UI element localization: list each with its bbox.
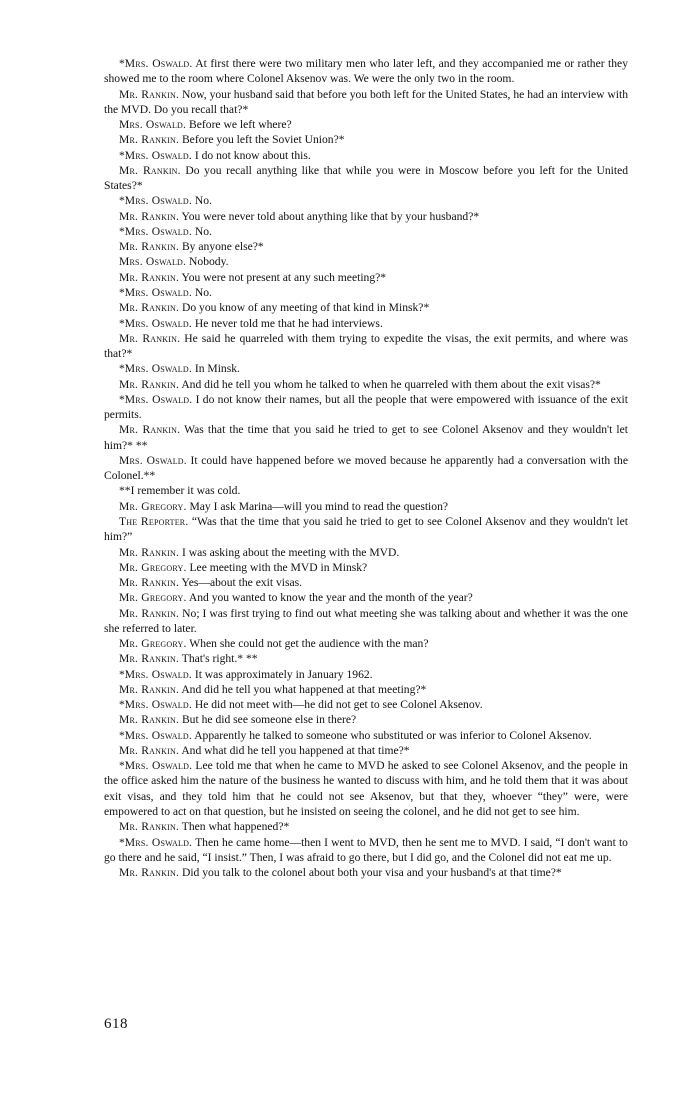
statement-text: Yes—about the exit visas. bbox=[181, 576, 303, 590]
statement-text: No; I was first trying to find out what meeting she was talking about and whether it was the one she referred to later. bbox=[104, 606, 629, 635]
speaker-name: Mr. Rankin. bbox=[119, 606, 180, 620]
statement-text: Do you recall anything like that while you were in Moscow before you left for the United States?* bbox=[104, 163, 629, 193]
statement-text: And did he tell you whom he talked to when he quarreled with them about the exit visas?* bbox=[181, 377, 601, 391]
transcript-paragraph bbox=[104, 422, 628, 453]
speaker-name: Mr. Rankin. bbox=[119, 682, 180, 696]
speaker-name: Mr. Rankin. bbox=[119, 820, 180, 834]
speaker-name: Mr. Rankin. bbox=[119, 713, 180, 727]
statement-text: Do you know of any meeting of that kind in Minsk?* bbox=[181, 301, 430, 315]
speaker-name: Mr. Rankin. bbox=[119, 377, 180, 391]
transcript-page bbox=[104, 56, 628, 880]
statement-text: “Was that the time that you said he tried to get to see Colonel Aksenov and they wouldn't let him?” bbox=[104, 514, 628, 544]
statement-text: No. bbox=[194, 194, 212, 208]
transcript-paragraph bbox=[104, 163, 628, 194]
transcript-paragraph: *Mrs. Oswald. No. bbox=[119, 194, 212, 208]
statement-text: And what did he tell you happened at that time?* bbox=[181, 743, 410, 757]
transcript-paragraph: *Mrs. Oswald. He did not meet with—he did not get to see Colonel Aksenov. bbox=[119, 698, 483, 712]
statement-text: I was asking about the meeting with the MVD. bbox=[181, 545, 400, 559]
transcript-paragraph bbox=[104, 545, 628, 560]
transcript-paragraph bbox=[104, 590, 628, 605]
speaker-name: Mr. Rankin. bbox=[119, 163, 181, 177]
statement-text: When she could not get the audience with the man? bbox=[189, 637, 429, 651]
statement-text: Before we left where? bbox=[189, 118, 292, 132]
statement-text: It could have happened before we moved because he apparently had a conversation with the Colonel.** bbox=[104, 453, 628, 483]
statement-text: Did you talk to the colonel about both your visa and your husband's at that time?* bbox=[181, 866, 562, 880]
speaker-name: Mr. Rankin. bbox=[119, 209, 180, 223]
statement-text: I do not know their names, but all the people that were empowered with issuance of the exit permits. bbox=[104, 392, 628, 422]
transcript-paragraph: *Mrs. Oswald. Lee told me that when he came to MVD he asked to see Colonel Aksenov, and the people in the office asked him the nature of the business he wanted to discuss with him, and he told them that it was about exit visas, and they told him that he could not see Aksenov, but that they, whoever “they” were, were empowered to act on that question, but he insisted on seeing the colonel, and he did not get to see him. bbox=[104, 759, 628, 819]
transcript-paragraph bbox=[104, 682, 628, 697]
statement-text: That's right.* ** bbox=[181, 652, 258, 666]
speaker-name: Mrs. Oswald. bbox=[124, 362, 192, 376]
transcript-paragraph bbox=[104, 865, 628, 880]
speaker-name: Mr. Rankin. bbox=[119, 652, 180, 666]
speaker-name: Mrs. Oswald. bbox=[124, 728, 192, 742]
speaker-name: Mrs. Oswald. bbox=[124, 698, 192, 712]
speaker-name: Mr. Rankin. bbox=[119, 576, 180, 590]
speaker-name: Mrs. Oswald. bbox=[124, 835, 193, 849]
transcript-paragraph: *Mrs. Oswald. In Minsk. bbox=[119, 362, 240, 376]
statement-text: And you wanted to know the year and the month of the year? bbox=[188, 591, 473, 605]
speaker-name: Mrs. Oswald. bbox=[119, 255, 187, 269]
statement-text: He never told me that he had interviews. bbox=[194, 316, 383, 330]
transcript-paragraph: *Mrs. Oswald. At first there were two military men who later left, and they accompanied me or rather they showed me to the room where Colonel Aksenov was. We were the only two in the room. bbox=[104, 57, 628, 86]
speaker-name: Mr. Rankin. bbox=[119, 743, 180, 757]
speaker-name: Mrs. Oswald. bbox=[124, 224, 192, 238]
transcript-paragraph: *Mrs. Oswald. I do not know their names, but all the people that were empowered with issuance of the exit permits. bbox=[104, 392, 628, 422]
speaker-name: Mr. Gregory. bbox=[119, 499, 187, 513]
speaker-name: Mr. Rankin. bbox=[119, 545, 180, 559]
transcript-paragraph bbox=[104, 87, 628, 118]
transcript-paragraph: *Mrs. Oswald. No. bbox=[119, 285, 212, 299]
page-number: 618 bbox=[104, 1016, 128, 1032]
transcript-paragraph bbox=[104, 254, 628, 269]
statement-text: Now, your husband said that before you both left for the United States, he had an interview with the MVD. Do you recall that?* bbox=[104, 87, 629, 116]
transcript-paragraph bbox=[104, 712, 628, 727]
statement-text: You were never told about anything like that by your husband?* bbox=[181, 209, 480, 223]
transcript-paragraph bbox=[104, 636, 628, 651]
transcript-paragraph bbox=[104, 514, 628, 545]
transcript-paragraph bbox=[104, 300, 628, 315]
transcript-paragraph: *Mrs. Oswald. He never told me that he had interviews. bbox=[119, 316, 383, 330]
transcript-paragraph: *Mrs. Oswald. Apparently he talked to someone who substituted or was inferior to Colonel Aksenov. bbox=[119, 728, 592, 742]
speaker-name: Mr. Gregory. bbox=[119, 591, 187, 605]
statement-text: In Minsk. bbox=[194, 362, 240, 376]
statement-text: He said he quarreled with them trying to expedite the visas, the exit permits, and where was that?* bbox=[104, 331, 629, 361]
transcript-paragraph bbox=[104, 575, 628, 590]
statement-text: And did he tell you what happened at that meeting?* bbox=[181, 682, 427, 696]
statement-text: Before you left the Soviet Union?* bbox=[181, 133, 345, 147]
transcript-paragraph bbox=[104, 117, 628, 132]
speaker-name: Mr. Rankin. bbox=[119, 270, 180, 284]
transcript-paragraph bbox=[104, 651, 628, 666]
transcript-paragraph bbox=[104, 270, 628, 285]
speaker-name: Mrs. Oswald. bbox=[124, 194, 192, 208]
statement-text: It was approximately in January 1962. bbox=[194, 667, 373, 681]
transcript-paragraph: *Mrs. Oswald. Then he came home—then I went to MVD, then he sent me to MVD. I said, “I don't want to go there and he said, “I insist.” Then, I was afraid to go there, but I did go, and the Colonel did not eat me up. bbox=[104, 835, 628, 864]
statement-text: I do not know about this. bbox=[194, 148, 311, 162]
speaker-name: Mr. Gregory. bbox=[119, 560, 187, 574]
speaker-name: Mrs. Oswald. bbox=[124, 57, 193, 70]
statement-text: Lee told me that when he came to MVD he asked to see Colonel Aksenov, and the people in the office asked him the nature of the business he wanted to discuss with him, and he told them that it was about exit visas, and they told him that he could not see Aksenov, but that they, whoever “they” were, were empowered to act on that question, but he insisted on seeing the colonel, and he did not get to see him. bbox=[104, 759, 628, 819]
speaker-name: Mr. Rankin. bbox=[119, 133, 180, 147]
transcript-paragraph bbox=[104, 377, 628, 392]
speaker-name: Mrs. Oswald. bbox=[124, 148, 192, 162]
transcript-paragraph bbox=[104, 606, 628, 637]
transcript-paragraph bbox=[104, 483, 628, 498]
transcript-paragraph: *Mrs. Oswald. No. bbox=[119, 224, 212, 238]
transcript-paragraph: *Mrs. Oswald. It was approximately in January 1962. bbox=[119, 667, 373, 681]
statement-text: Then what happened?* bbox=[181, 820, 290, 834]
speaker-name: Mr. Rankin. bbox=[119, 240, 180, 254]
transcript-paragraph bbox=[104, 132, 628, 147]
speaker-name: Mrs. Oswald. bbox=[124, 392, 193, 406]
speaker-name: Mr. Rankin. bbox=[119, 87, 180, 101]
statement-text: **I remember it was cold. bbox=[119, 484, 241, 498]
statement-text: You were not present at any such meeting?* bbox=[181, 270, 387, 284]
speaker-name: Mr. Rankin. bbox=[119, 331, 181, 345]
transcript-paragraph bbox=[104, 560, 628, 575]
statement-text: Lee meeting with the MVD in Minsk? bbox=[189, 560, 368, 574]
speaker-name: Mr. Rankin. bbox=[119, 866, 180, 880]
statement-text: By anyone else?* bbox=[181, 240, 264, 254]
speaker-name: Mr. Rankin. bbox=[119, 423, 181, 437]
transcript-paragraph bbox=[104, 743, 628, 758]
speaker-name: Mrs. Oswald. bbox=[124, 285, 192, 299]
transcript-paragraph bbox=[104, 499, 628, 514]
statement-text: Then he came home—then I went to MVD, then he sent me to MVD. I said, “I don't want to go there and he said, “I insist.” Then, I was afraid to go there, but I did go, and the Colonel did not eat me up. bbox=[104, 835, 628, 864]
statement-text: He did not meet with—he did not get to see Colonel Aksenov. bbox=[194, 698, 483, 712]
statement-text: No. bbox=[194, 285, 212, 299]
transcript-paragraph bbox=[104, 209, 628, 224]
speaker-name: Mr. Gregory. bbox=[119, 637, 187, 651]
transcript-paragraph bbox=[104, 239, 628, 254]
statement-text: Was that the time that you said he tried to get to see Colonel Aksenov and they wouldn't let him?* ** bbox=[104, 423, 628, 452]
transcript-paragraph bbox=[104, 331, 628, 362]
speaker-name: Mrs. Oswald. bbox=[124, 316, 192, 330]
speaker-name: The Reporter. bbox=[119, 514, 189, 528]
speaker-name: Mrs. Oswald. bbox=[119, 453, 187, 467]
transcript-paragraph bbox=[104, 453, 628, 484]
speaker-name: Mrs. Oswald. bbox=[124, 759, 193, 773]
transcript-paragraph bbox=[104, 819, 628, 834]
speaker-name: Mrs. Oswald. bbox=[124, 667, 192, 681]
statement-text: Apparently he talked to someone who substituted or was inferior to Colonel Aksenov. bbox=[194, 728, 592, 742]
statement-text: Nobody. bbox=[189, 255, 229, 269]
statement-text: May I ask Marina—will you mind to read the question? bbox=[189, 499, 449, 513]
transcript-paragraph: *Mrs. Oswald. I do not know about this. bbox=[119, 148, 311, 162]
speaker-name: Mrs. Oswald. bbox=[119, 118, 187, 132]
speaker-name: Mr. Rankin. bbox=[119, 301, 180, 315]
statement-text: No. bbox=[194, 224, 212, 238]
statement-text: But he did see someone else in there? bbox=[181, 713, 357, 727]
statement-text: At first there were two military men who later left, and they accompanied me or rather they showed me to the room where Colonel Aksenov was. We were the only two in the room. bbox=[104, 57, 628, 86]
